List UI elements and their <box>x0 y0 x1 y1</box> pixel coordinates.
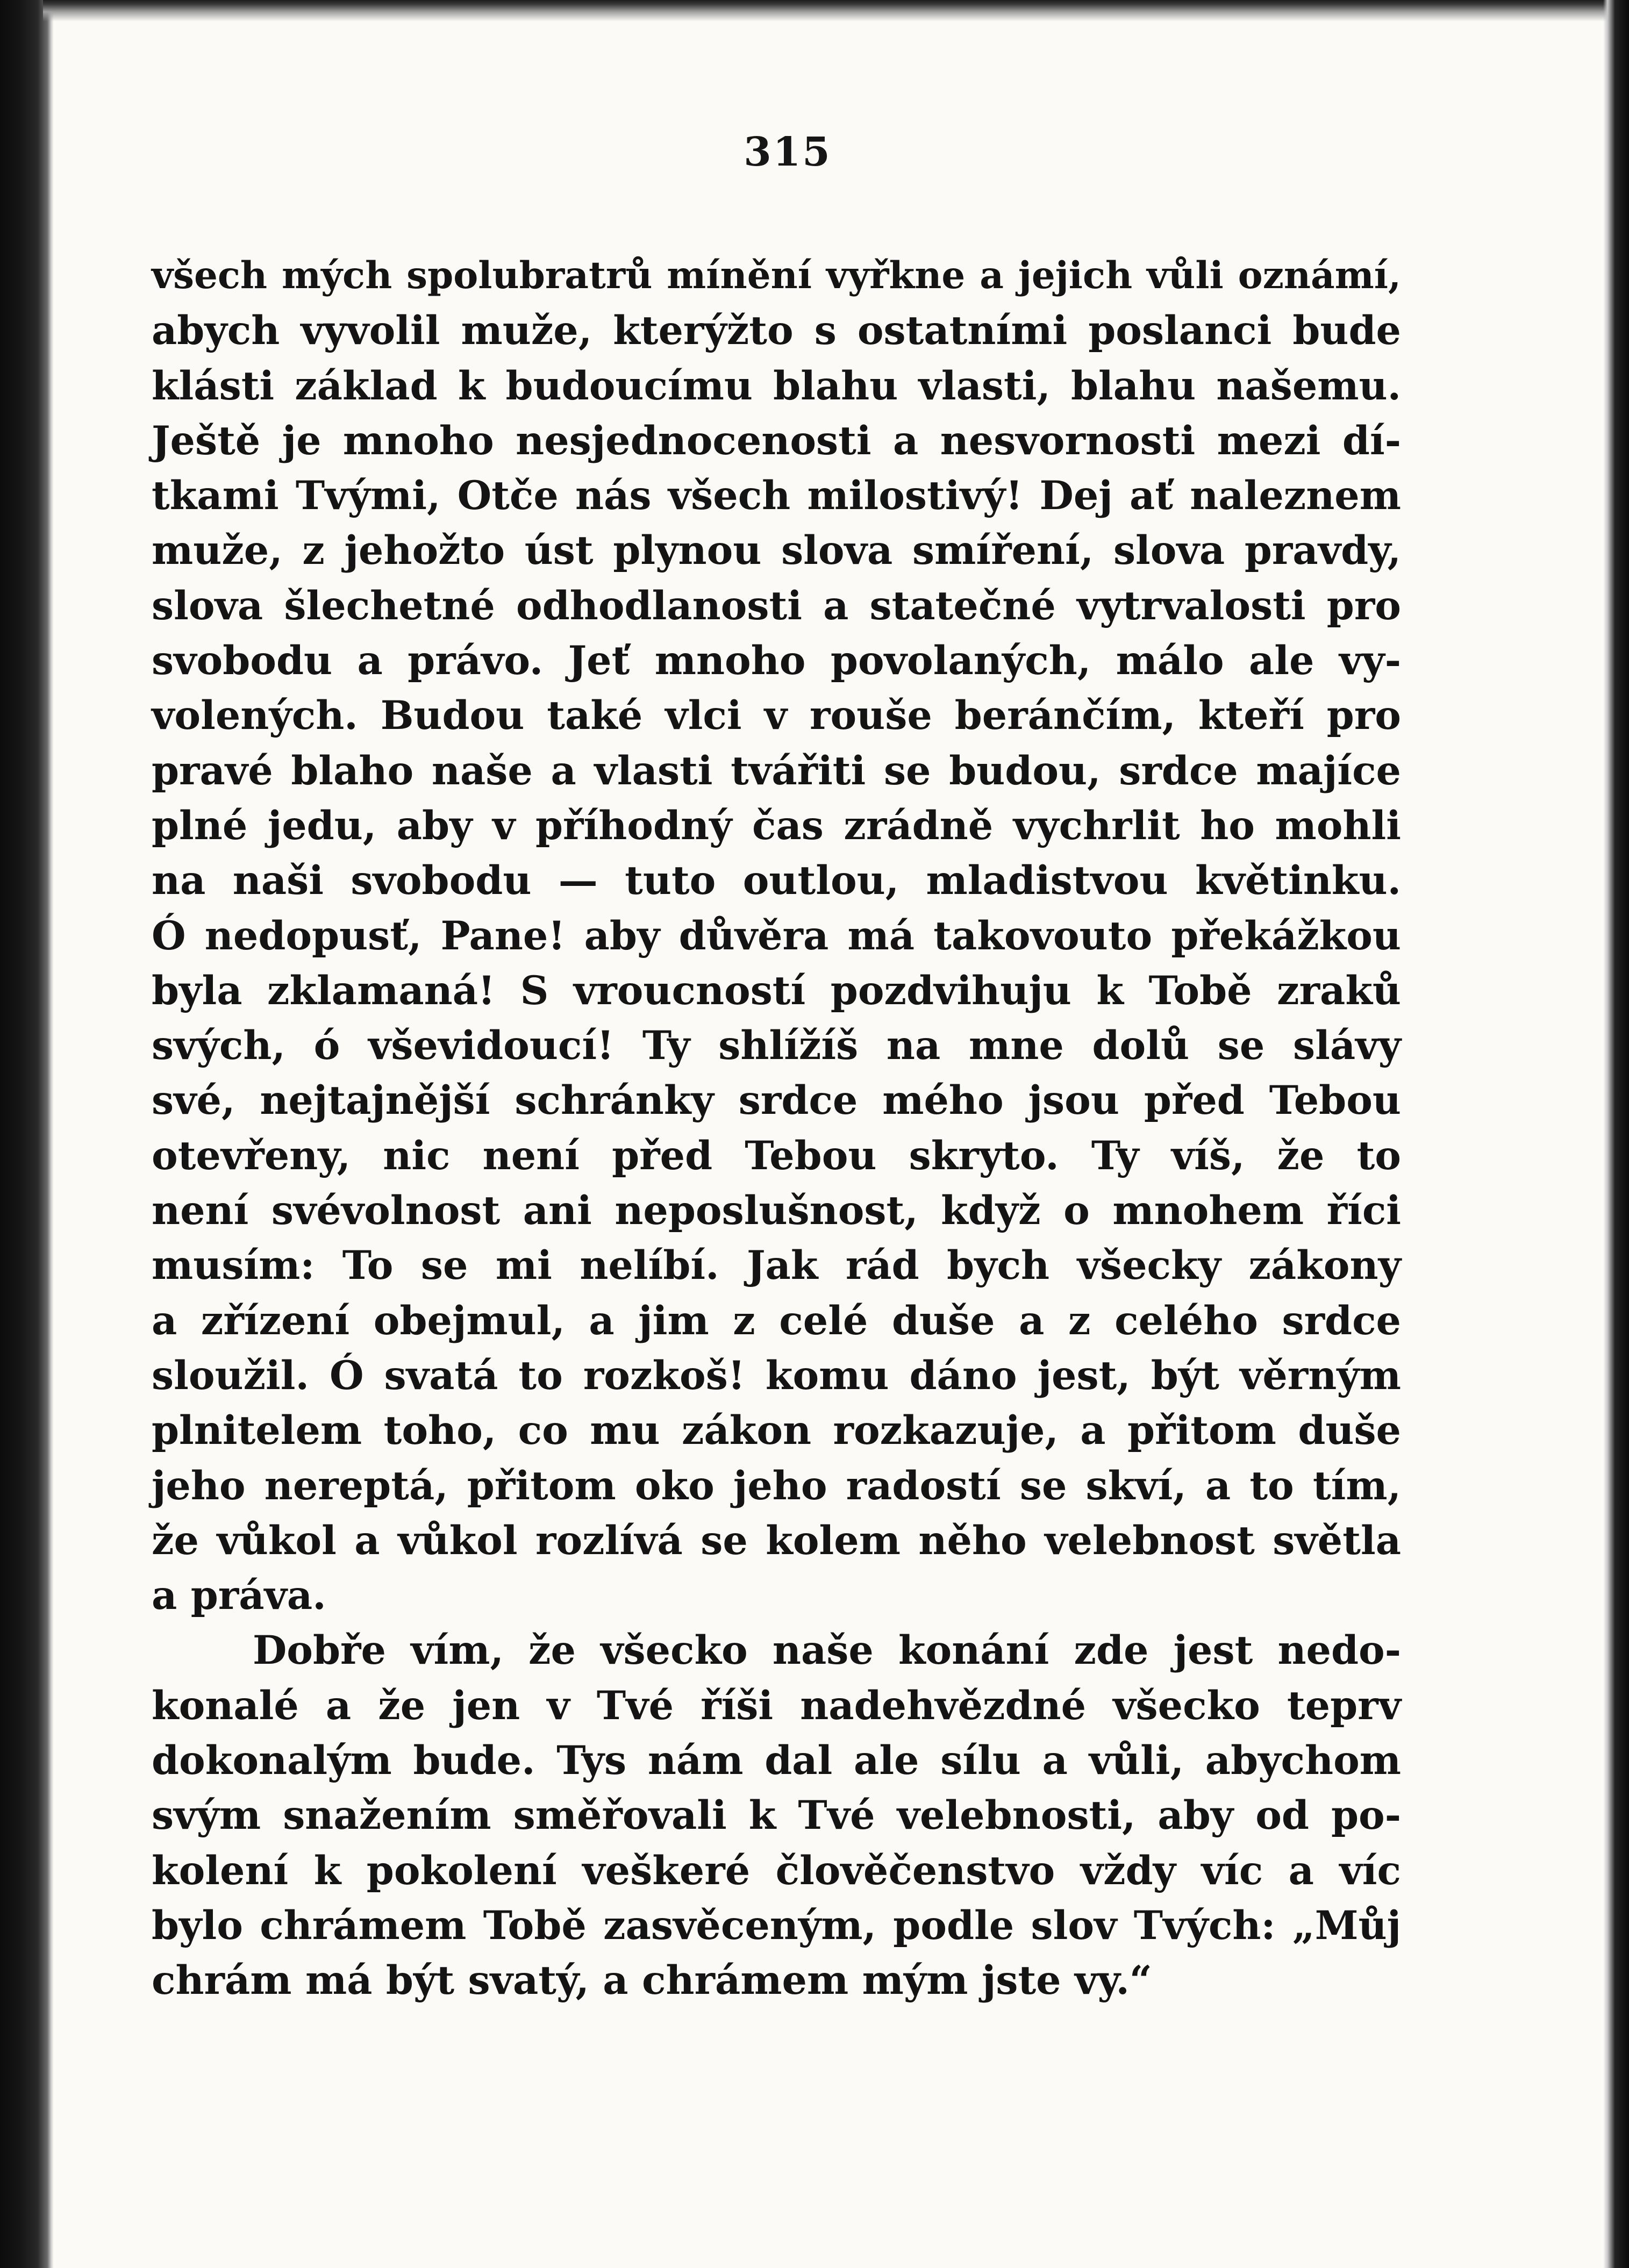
text-line: jeho nereptá, přitom oko jeho radostí se skví, a to tím, <box>152 1462 1401 1509</box>
text-line: a zřízení obejmul, a jim z celé duše a z celého srdce <box>152 1297 1401 1344</box>
text-line: plné jedu, aby v příhodný čas zrádně vychrlit ho mohli <box>152 802 1401 849</box>
text-line: musím: To se mi nelíbí. Jak rád bych všecky zákony <box>152 1242 1401 1289</box>
text-line: slova šlechetné odhodlanosti a statečné vytrvalosti pro <box>152 582 1401 629</box>
text-line: svých, ó vševidoucí! Ty shlížíš na mne dolů se slávy <box>152 1022 1401 1069</box>
text-line: Ó nedopusť, Pane! aby důvěra má takovouto překážkou <box>152 912 1401 959</box>
text-line: svobodu a právo. Jeť mnoho povolaných, málo ale vy- <box>152 638 1401 684</box>
text-line: dokonalým bude. Tys nám dal ale sílu a vůli, abychom <box>152 1737 1401 1784</box>
text-line: plnitelem toho, co mu zákon rozkazuje, a přitom duše <box>152 1407 1401 1454</box>
text-line: kolení k pokolení veškeré člověčenstvo vždy víc a víc <box>152 1847 1401 1894</box>
text-line: na naši svobodu — tuto outlou, mladistvou květinku. <box>152 857 1401 904</box>
text-line: že vůkol a vůkol rozlívá se kolem něho velebnost světla <box>152 1517 1401 1564</box>
text-line: sloužil. Ó svatá to rozkoš! komu dáno jest, být věrným <box>152 1352 1401 1399</box>
text-line: Ještě je mnoho nesjednocenosti a nesvornosti mezi dí- <box>152 417 1401 464</box>
text-line: otevřeny, nic není před Tebou skryto. Ty víš, že to <box>152 1132 1401 1179</box>
text-line: své, nejtajnější schránky srdce mého jsou před Tebou <box>152 1077 1401 1124</box>
text-line: byla zklamaná! S vroucností pozdvihuju k Tobě zraků <box>152 967 1401 1014</box>
text-line: svým snažením směřovali k Tvé velebnosti, aby od po- <box>152 1792 1401 1839</box>
text-line: abych vyvolil muže, kterýžto s ostatními poslanci bude <box>152 307 1401 354</box>
paragraph-end-line: a práva. <box>152 1572 326 1619</box>
text-line: muže, z jehožto úst plynou slova smíření, slova pravdy, <box>152 527 1401 574</box>
text-line: pravé blaho naše a vlasti tvářiti se budou, srdce majíce <box>152 747 1401 794</box>
text-line: všech mých spolubratrů mínění vyřkne a jejich vůli oznámí, <box>152 254 1401 297</box>
scan-border-top <box>43 0 1607 22</box>
text-line: konalé a že jen v Tvé říši nadehvězdné všecko teprv <box>152 1682 1401 1729</box>
paragraph-end-line: chrám má být svatý, a chrámem mým jste vy.“ <box>152 1957 1152 2004</box>
text-line: volených. Budou také vlci v rouše beránčím, kteří pro <box>152 692 1401 739</box>
scan-border-right <box>1603 0 1629 2268</box>
text-line: tkami Tvými, Otče nás všech milostivý! Dej ať naleznem <box>152 473 1401 519</box>
body-text <box>152 248 1401 2008</box>
scan-border-left <box>0 0 54 2268</box>
page-number: 315 <box>744 129 832 175</box>
text-line: klásti základ k budoucímu blahu vlasti, blahu našemu. <box>152 362 1401 409</box>
text-line: bylo chrámem Tobě zasvěceným, podle slov Tvých: „Můj <box>152 1902 1401 1949</box>
paragraph-first-line: Dobře vím, že všecko naše konání zde jest nedo- <box>253 1627 1401 1674</box>
text-line: není svévolnost ani neposlušnost, když o mnohem říci <box>152 1187 1401 1234</box>
